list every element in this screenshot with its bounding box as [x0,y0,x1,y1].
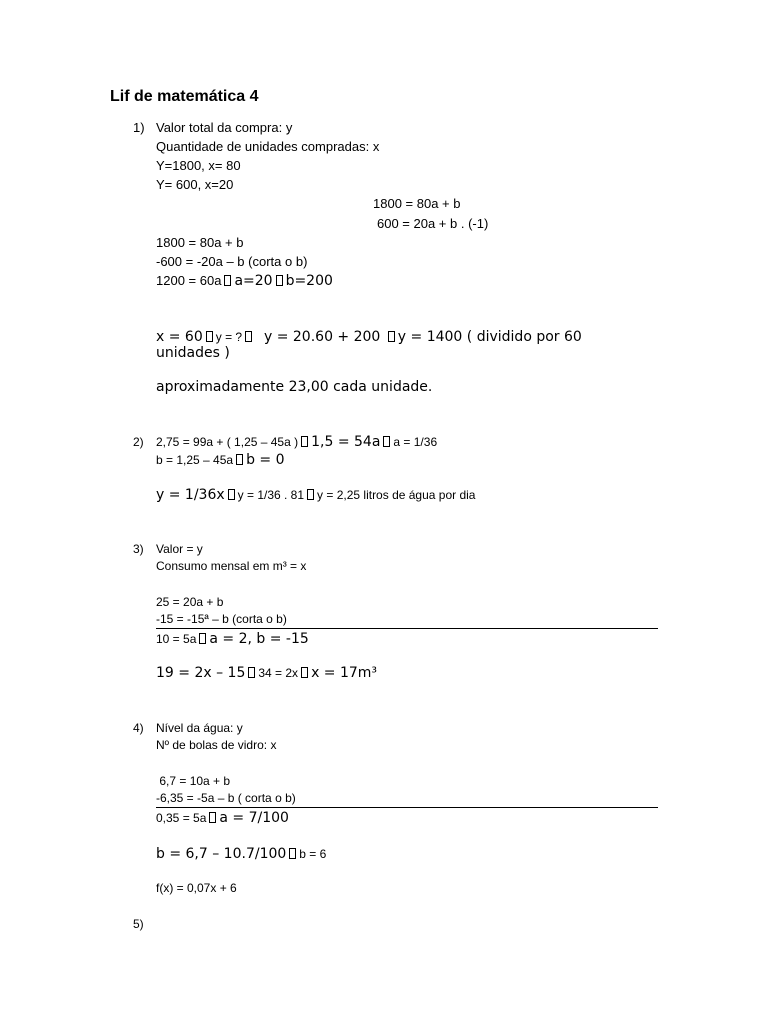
missing-glyph-icon [248,667,255,678]
equation-part: 2,75 = 99a + ( 1,25 – 45a ) [156,435,299,449]
equation-part: b = 1,25 – 45a [156,453,234,467]
equation-part: a = 7/100 [219,810,289,826]
equation-part: 19 = 2x – 15 [156,665,246,681]
equation-part: x = 60 [156,329,203,345]
equation-line: -600 = -20a – b (corta o b) [156,254,308,269]
equation-line [156,810,289,826]
equation-part: b = 0 [246,452,285,468]
missing-glyph-icon [289,848,296,859]
equation-part: b = 6 [299,847,327,861]
equation-line: 6,7 = 10a + b [156,774,231,788]
question-number: 4) [133,721,144,735]
text-line: Quantidade de unidades compradas: x [156,139,380,154]
text-line: Valor total da compra: y [156,120,293,135]
equation-part: y = 20.60 + 200 [263,329,381,345]
equation-line: 1800 = 80a + b [373,196,461,211]
question-number: 5) [133,917,144,931]
page-title: Lif de matemática 4 [110,88,259,105]
text-line: aproximadamente 23,00 cada unidade. [156,379,433,395]
equation-line: f(x) = 0,07x + 6 [156,881,237,895]
equation-part: 1200 = 60a [156,273,222,288]
equation-line [156,487,475,503]
equation-part: y = ? [215,330,243,344]
missing-glyph-icon [301,436,308,447]
text-line: Valor = y [156,542,203,556]
equation-line: -15 = -15ª – b (corta o b) [156,612,287,626]
equation-line: 25 = 20a + b [156,595,224,609]
equation-line [156,665,377,681]
missing-glyph-icon [388,331,395,342]
equation-line [156,631,309,647]
equation-line: -6,35 = -5a – b ( corta o b) [156,791,296,805]
missing-glyph-icon [209,812,216,823]
question-number: 2) [133,435,144,449]
missing-glyph-icon [206,331,213,342]
equation-line: 600 = 20a + b . (-1) [377,216,489,231]
missing-glyph-icon [307,489,314,500]
divider [156,807,658,808]
text-line: Consumo mensal em m³ = x [156,559,307,573]
text-line: Y= 600, x=20 [156,177,234,192]
equation-part: y = 1/36 . 81 [237,488,305,502]
text-line: Nível da água: y [156,721,243,735]
equation-part: b=200 [285,273,333,289]
missing-glyph-icon [301,667,308,678]
missing-glyph-icon [228,489,235,500]
equation-line [156,273,333,289]
missing-glyph-icon [383,436,390,447]
missing-glyph-icon [199,633,206,644]
equation-line [156,329,582,345]
text-line: Y=1800, x= 80 [156,158,241,173]
equation-line: 1800 = 80a + b [156,235,244,250]
missing-glyph-icon [245,331,252,342]
divider [156,628,658,629]
equation-part: x = 17m³ [311,665,378,681]
equation-part: y = 1/36x [156,487,225,503]
text-line: unidades ) [156,345,230,361]
missing-glyph-icon [236,454,243,465]
equation-part: 10 = 5a [156,632,197,646]
equation-line [156,846,326,862]
missing-glyph-icon [276,275,283,286]
question-number: 3) [133,542,144,556]
equation-part: a = 2, b = -15 [209,631,309,647]
equation-line [156,434,437,450]
equation-part: a = 1/36 [393,435,438,449]
text-line: Nº de bolas de vidro: x [156,738,277,752]
equation-line [156,452,285,468]
equation-part: y = 2,25 litros de água por dia [317,488,476,502]
equation-part: 0,35 = 5a [156,811,207,825]
equation-part: y = 1400 ( dividido por 60 [397,329,582,345]
question-number: 1) [133,120,145,135]
equation-part: 1,5 = 54a [311,434,381,450]
missing-glyph-icon [224,275,231,286]
equation-part: b = 6,7 – 10.7/100 [156,846,287,862]
equation-part: 34 = 2x [258,666,299,680]
equation-part: a=20 [234,273,273,289]
